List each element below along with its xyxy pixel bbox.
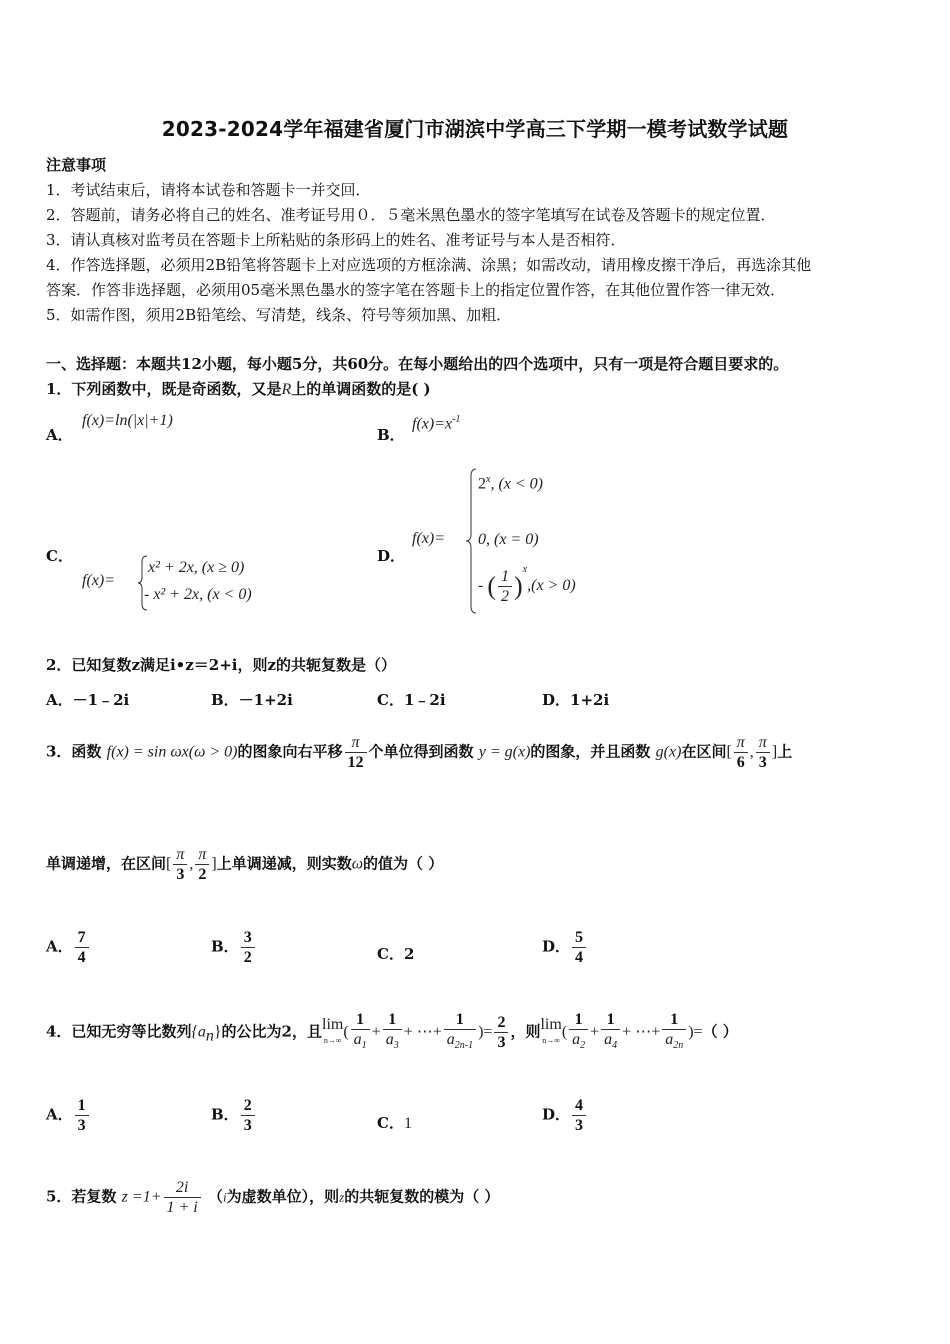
q3-option-d: D． $\frac{5}{4}$ xyxy=(542,928,588,967)
notice-item: 2．答题前，请务必将自己的姓名、准考证号用０．５毫米黑色墨水的签字笔填写在试卷及答题卡的规定位置． xyxy=(46,206,776,224)
page-title: 2023-2024学年福建省厦门市湖滨中学高三下学期一模考试数学试题 xyxy=(161,117,789,141)
question-3-stem: 3．函数 f(x) = sin ωx(ω > 0)的图象向右平移 $\frac{\pi}{12}$ 个单位得到函数 y = g(x)的图象，并且函数 g(x)在区间[ $\frac{\pi}{6}$ , $\frac{\pi}{3}$ ]上 xyxy=(46,734,793,771)
q1-option-d-case-3: - ( $\frac{1}{2}$ )$^x$,(x > 0) xyxy=(478,564,576,605)
q1-option-b-label: B． xyxy=(377,426,405,444)
paren-close-icon: ) xyxy=(514,571,523,601)
question-2-stem: 2．已知复数z满足i•z＝2+i，则z的共轭复数是（） xyxy=(46,656,396,674)
q1-option-c-case-2: - x² + 2x, (x < 0) xyxy=(144,586,252,603)
q1-option-d-case-2: 0, (x = 0) xyxy=(478,531,539,548)
q1-option-d-label: D． xyxy=(377,547,406,565)
paren-open-icon: ( xyxy=(487,571,496,601)
question-4-stem: 4．已知无穷等比数列$\{a_n\}$的公比为2，且lim n→∞ ( $\frac{1}{a_1}$ + $\frac{1}{a_3}$ + ⋯+ $\frac{1}{a_{2n-1}}$ )= $\frac{2}{3}$ ，则lim n→∞ ( $\frac{1}{a_2}$ + $\frac{1}{a_4}$ + ⋯+ $\frac{1}{a_{2n}}$ )=（ ） xyxy=(46,1011,738,1052)
q1-option-c-case-1: x² + 2x, (x ≥ 0) xyxy=(148,559,245,576)
notice-item: 3．请认真核对监考员在答题卡上所粘贴的条形码上的姓名、准考证号与本人是否相符． xyxy=(46,231,626,249)
q2-option-c: C．1﹣2i xyxy=(377,691,446,709)
notice-item: 4．作答选择题，必须用2B铅笔将答题卡上对应选项的方框涂满、涂黑；如需改动，请用橡皮擦干净后，再选涂其他 xyxy=(46,256,812,274)
section-heading: 一、选择题：本题共12小题，每小题5分，共60分。在每小题给出的四个选项中，只有一项是符合题目要求的。 xyxy=(46,355,789,373)
q1-option-d-lhs: f(x)= xyxy=(412,530,445,547)
left-brace-icon xyxy=(465,468,477,614)
q3-option-a: A． $\frac{7}{4}$ xyxy=(46,928,91,967)
question-1-stem: 1．下列函数中，既是奇函数，又是R上的单调函数的是( ) xyxy=(46,380,431,398)
notice-item: 1．考试结束后，请将本试卷和答题卡一并交回． xyxy=(46,181,371,199)
notice-heading: 注意事项 xyxy=(46,156,107,174)
question-5-stem: 5．若复数 z =1+ $\frac{2i}{1 + i}$ （i为虚数单位），则z的共轭复数的模为（ ） xyxy=(46,1179,500,1216)
q1-option-a-expr: f(x)=ln(|x|+1) xyxy=(82,412,173,429)
q1-option-d-case-1: 2$^x$, (x < 0) xyxy=(478,474,544,493)
q2-option-d: D．1+2i xyxy=(542,691,610,709)
q3-option-c: C．2 xyxy=(377,945,415,963)
q2-option-b: B．－1+2i xyxy=(211,691,293,709)
q4-option-a: A． $\frac{1}{3}$ xyxy=(46,1096,91,1135)
q4-option-d: D． $\frac{4}{3}$ xyxy=(542,1096,588,1135)
q4-option-c: C．1 xyxy=(377,1114,412,1132)
question-3-stem-line-2: 单调递增，在区间[ $\frac{\pi}{3}$ , $\frac{\pi}{2}$ ]上单调递减，则实数ω的值为（ ） xyxy=(46,846,444,883)
q4-option-b: B． $\frac{2}{3}$ xyxy=(211,1096,257,1135)
q1-option-c-lhs: f(x)= xyxy=(82,572,115,589)
q3-option-b: B． $\frac{3}{2}$ xyxy=(211,928,257,967)
q1-option-a-label: A． xyxy=(46,426,73,444)
q2-option-a: A．－1﹣2i xyxy=(46,691,130,709)
q1-option-b-expr: $f(x)=x^{-1}$ xyxy=(412,414,461,433)
q1-option-c-label: C． xyxy=(46,547,73,565)
notice-item: 答案．作答非选择题，必须用05毫米黑色墨水的签字笔在答题卡上的指定位置作答，在其他位置作答一律无效． xyxy=(46,281,786,299)
notice-item: 5．如需作图，须用2B铅笔绘、写清楚，线条、符号等须加黑、加粗． xyxy=(46,306,512,324)
